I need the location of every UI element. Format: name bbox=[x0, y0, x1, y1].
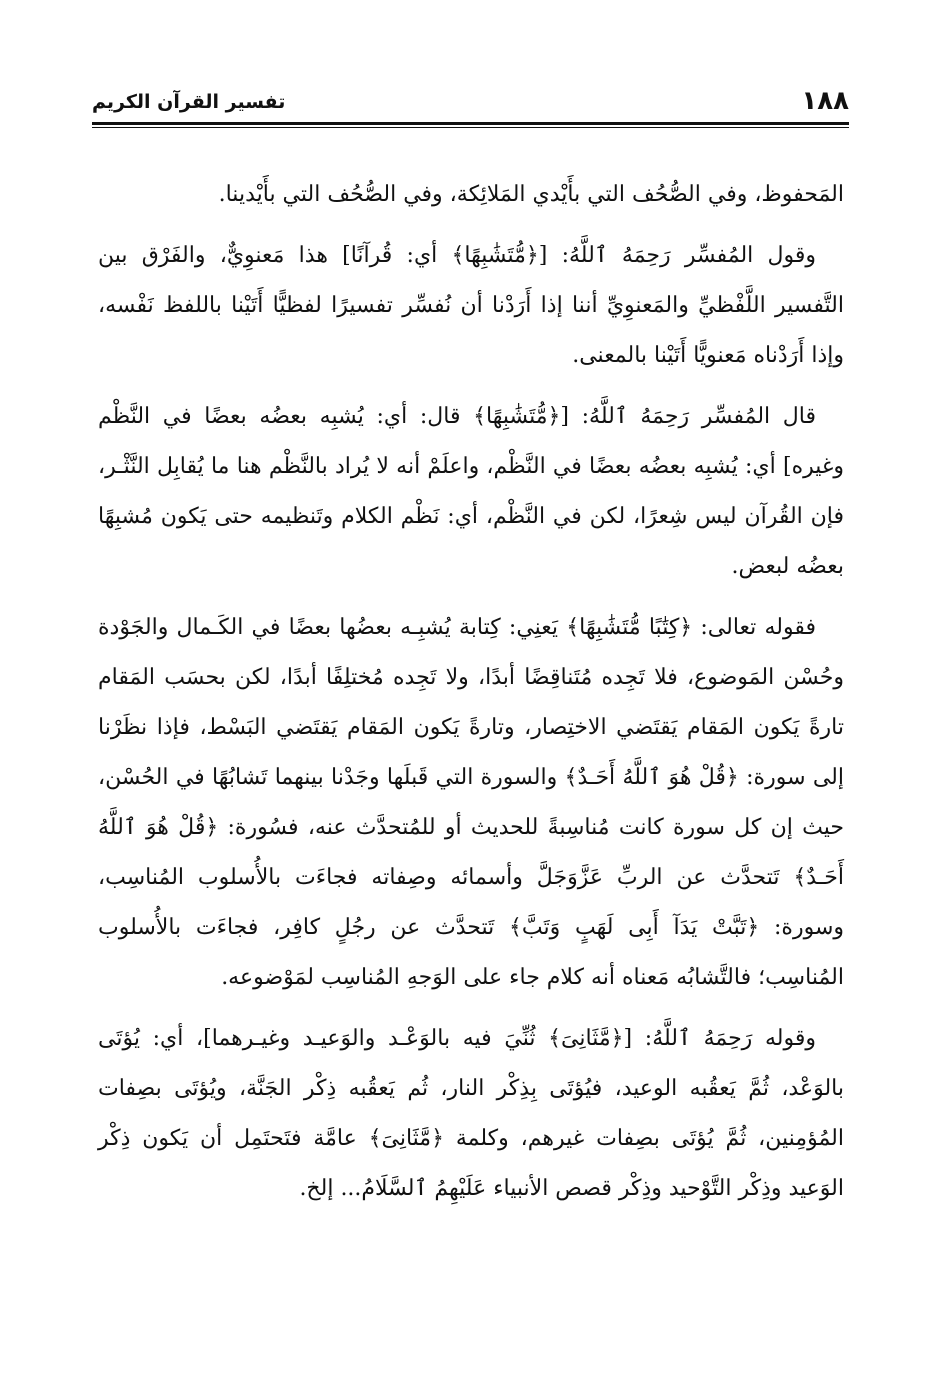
paragraph-tafsir-difference: وقول المُفسِّر رَحِمَهُ ٱللَّهُ: [﴿مُّتَشَٰبِهًا﴾ أي: قُرآنًا] هذا مَعنوِيٌّ، والفَرْق بين التَّفسير اللَّفْظيِّ والمَعنوِيِّ أننا إذا أَرَدْنا أن نُفسِّر تفسيرًا لفظيًّا أَتَيْنا باللفظ نَفْسه، وإذا أَرَدْناه مَعنويًّا أَتَيْنا بالمعنى. bbox=[98, 243, 844, 368]
page-header bbox=[92, 86, 849, 122]
paragraph-kitab-mutashabih: فقوله تعالى: ﴿كِتَٰبًا مُّتَشَٰبِهًا﴾ يَعنِي: كِتابة يُشبِـه بعضُها بعضًا في الكَـمال والجَوْدة وحُسْن المَوضوع، فلا تَجِده مُتَناقِضًا أبدًا، ولا تَجِده مُختلِفًا أبدًا، لكن بحسَب المَقام تارةً يَكون المَقام يَقتَضي الاختِصار، وتارةً يَكون المَقام يَقتَضي البَسْط، فإذا نظَرْنا إلى سورة: ﴿قُلْ هُوَ ٱللَّهُ أَحَـدٌ﴾ والسورة التي قَبلَها وجَدْنا بينهما تَشابُهًا في الحُسْن، حيث إن كل سورة كانت مُناسِبةً للحديث أو للمُتحدَّث عنه، فسُورة: ﴿قُلْ هُوَ ٱللَّهُ أَحَـدٌ﴾ تَتحدَّث عن الربِّ عَزَّوَجَلَّ وأسمائه وصِفاته فجاءَت بالأُسلوب المُناسِب، وسورة: ﴿تَبَّتْ يَدَآ أَبِى لَهَبٍ وَتَبَّ﴾ تَتحدَّث عن رجُلٍ كافِر، فجاءَت بالأُسلوب المُناسِب؛ فالتَّشابُه مَعناه أنه كلام جاء على الوَجهِ المُناسِب لمَوْضوعه. bbox=[98, 615, 844, 990]
paragraph-continuation: المَحفوظ، وفي الصُّحُف التي بأَيْدي المَلائِكة، وفي الصُّحُف التي بأَيْدينا. bbox=[218, 182, 844, 207]
paragraph-mutashabih-nazm: قال المُفسِّر رَحِمَهُ ٱللَّهُ: [﴿مُّتَشَٰبِهًا﴾ قال: أي: يُشبِه بعضُه بعضًا في النَّظْم وغيره] أي: يُشبِه بعضُه بعضًا في النَّظْم، واعلَمْ أنه لا يُراد بالنَّظْم هنا ما يُقابِل النَّثْـر، فإن القُرآن ليس شِعرًا، لكن في النَّظْم، أي: نَظْم الكلام وتَنظيمه حتى يَكون مُشبِهًا بعضُه لبعض. bbox=[98, 404, 844, 579]
page-number: ١٨٨ bbox=[801, 86, 849, 116]
header-rule-thin bbox=[92, 127, 849, 128]
running-title: تفسير القرآن الكريم bbox=[92, 91, 286, 113]
header-rule-thick bbox=[92, 122, 849, 125]
page-body bbox=[98, 170, 844, 1225]
paragraph-mathani: وقوله رَحِمَهُ ٱللَّهُ: [﴿مَّثَانِىَ﴾ ثُنِّيَ فيه بالوَعْـد والوَعيـد وغيـرهما]، أي: يُؤتَى بالوَعْد، ثُمَّ يَعقُبه الوعيد، فيُؤتَى بِذِكْر النار، ثُم يَعقُبه ذِكْر الجَنَّة، ويُؤتَى بصِفات المُؤمِنين، ثُمَّ يُؤتَى بصِفات غيرهم، وكلمة ﴿مَّثَانِىَ﴾ عامَّة فتَحتَمِل أن يَكون ذِكْر الوَعيد وذِكْر التَّوْحيد وذِكْر قصص الأنبياء عَلَيْهِمُ ٱلسَّلَامُ... إلخ. bbox=[98, 1026, 844, 1201]
